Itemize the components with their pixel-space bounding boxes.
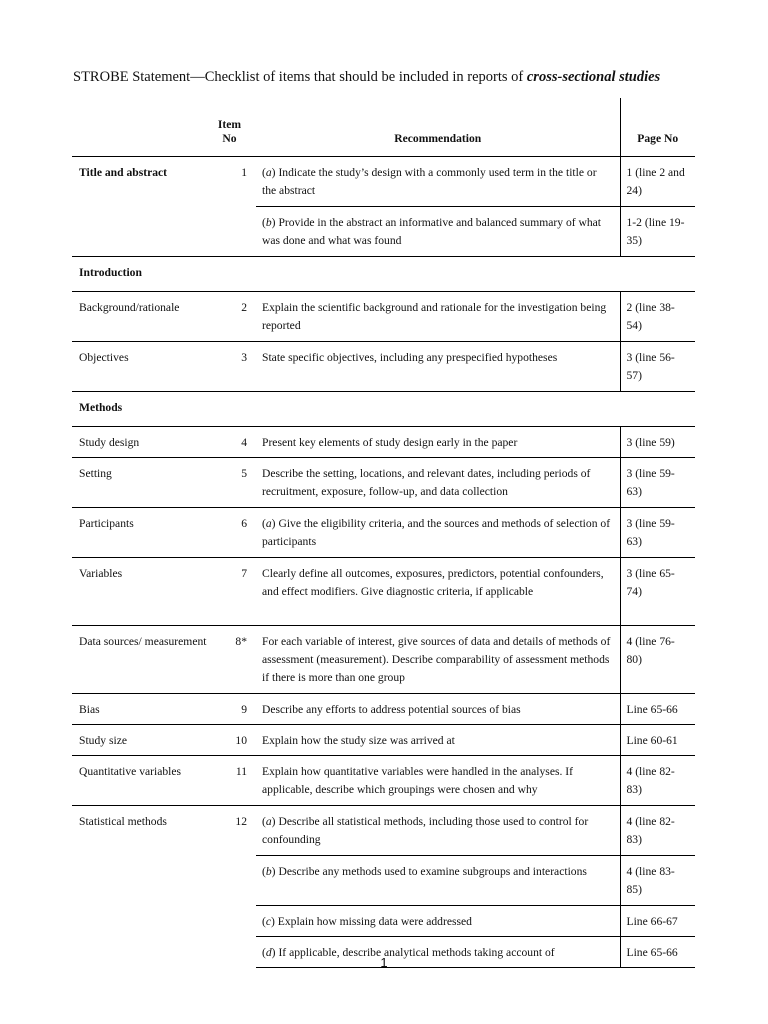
page-ref: 3 (line 56-57) xyxy=(620,342,695,392)
table-row xyxy=(72,756,695,806)
page-ref: 4 (line 83-85) xyxy=(620,856,695,906)
page-ref: 3 (line 65-74) xyxy=(620,558,695,626)
section-label: Study size xyxy=(72,725,212,756)
recommendation-text: (d) If applicable, describe analytical methods taking account of xyxy=(256,937,620,968)
page-ref: 1 (line 2 and 24) xyxy=(620,157,695,207)
page-number: 1 xyxy=(380,955,388,970)
table-row xyxy=(72,458,695,508)
page-ref: 3 (line 59-63) xyxy=(620,508,695,558)
section-label: Bias xyxy=(72,694,212,725)
recommendation-text: Explain the scientific background and rationale for the investigation being reported xyxy=(256,292,620,342)
section-heading-methods: Methods xyxy=(72,392,695,427)
recommendation-text: (a) Indicate the study’s design with a commonly used term in the title or the abstract xyxy=(256,157,620,207)
section-label: Participants xyxy=(72,508,212,558)
recommendation-text: (a) Describe all statistical methods, including those used to control for confounding xyxy=(256,806,620,856)
section-label: Data sources/ measurement xyxy=(72,626,212,694)
item-number: 8* xyxy=(212,626,247,694)
recommendation-text: Explain how quantitative variables were handled in the analyses. If applicable, describe which groupings were chosen and why xyxy=(256,756,620,806)
recommendation-text: For each variable of interest, give sources of data and details of methods of assessment (measurement). Describe comparability of assessment methods if there is more than one group xyxy=(256,626,620,694)
recommendation-text: State specific objectives, including any prespecified hypotheses xyxy=(256,342,620,392)
page-ref: 3 (line 59) xyxy=(620,427,695,458)
item-number: 5 xyxy=(212,458,247,508)
table-row xyxy=(72,806,695,856)
header-page-no: Page No xyxy=(620,98,695,157)
page-ref: 2 (line 38-54) xyxy=(620,292,695,342)
page-title-italic: cross-sectional studies xyxy=(526,69,661,85)
header-item-no: Item No xyxy=(217,118,242,145)
item-number: 12 xyxy=(212,806,247,968)
section-label: Objectives xyxy=(72,342,212,392)
page-ref: Line 66-67 xyxy=(620,906,695,937)
recommendation-text: (b) Describe any methods used to examine subgroups and interactions xyxy=(256,856,620,906)
page-ref: Line 65-66 xyxy=(620,694,695,725)
page-ref: 4 (line 82-83) xyxy=(620,806,695,856)
recommendation-text: Present key elements of study design early in the paper xyxy=(256,427,620,458)
section-heading-introduction: Introduction xyxy=(72,257,695,292)
page-ref: 4 (line 76-80) xyxy=(620,626,695,694)
recommendation-text: Explain how the study size was arrived at xyxy=(256,725,620,756)
item-number: 10 xyxy=(212,725,247,756)
item-number: 1 xyxy=(212,157,247,257)
page-ref: Line 60-61 xyxy=(620,725,695,756)
table-row xyxy=(72,292,695,342)
table-row xyxy=(72,626,695,694)
table-row xyxy=(72,508,695,558)
page-ref: 1-2 (line 19-35) xyxy=(620,207,695,257)
table-row xyxy=(72,725,695,756)
item-number: 3 xyxy=(212,342,247,392)
section-heading-row xyxy=(72,392,695,427)
section-label: Study design xyxy=(72,427,212,458)
page-ref: Line 65-66 xyxy=(620,937,695,968)
item-number: 6 xyxy=(212,508,247,558)
checklist-table xyxy=(72,98,695,968)
item-number: 2 xyxy=(212,292,247,342)
recommendation-text: Describe any efforts to address potential sources of bias xyxy=(256,694,620,725)
section-label: Setting xyxy=(72,458,212,508)
header-row xyxy=(72,98,695,157)
recommendation-text: (a) Give the eligibility criteria, and the sources and methods of selection of participants xyxy=(256,508,620,558)
section-heading-row xyxy=(72,257,695,292)
section-label: Title and abstract xyxy=(72,157,212,257)
item-number: 4 xyxy=(212,427,247,458)
page-title: STROBE Statement—Checklist of items that should be included in reports of cross-sectional studies xyxy=(73,69,661,85)
item-number: 7 xyxy=(212,558,247,626)
table-row xyxy=(72,558,695,626)
section-label: Quantitative variables xyxy=(72,756,212,806)
section-label: Variables xyxy=(72,558,212,626)
recommendation-text: (c) Explain how missing data were addressed xyxy=(256,906,620,937)
page-ref: 4 (line 82-83) xyxy=(620,756,695,806)
recommendation-text: Clearly define all outcomes, exposures, predictors, potential confounders, and effect modifiers. Give diagnostic criteria, if applicable xyxy=(256,558,620,626)
section-label: Background/rationale xyxy=(72,292,212,342)
recommendation-text: Describe the setting, locations, and relevant dates, including periods of recruitment, exposure, follow-up, and data collection xyxy=(256,458,620,508)
section-label: Statistical methods xyxy=(72,806,212,968)
table-row xyxy=(72,157,695,207)
recommendation-text: (b) Provide in the abstract an informative and balanced summary of what was done and what was found xyxy=(256,207,620,257)
header-recommendation: Recommendation xyxy=(394,132,482,145)
page-ref: 3 (line 59-63) xyxy=(620,458,695,508)
table-row xyxy=(72,694,695,725)
item-number: 9 xyxy=(212,694,247,725)
item-number: 11 xyxy=(212,756,247,806)
table-row xyxy=(72,427,695,458)
table-row xyxy=(72,342,695,392)
